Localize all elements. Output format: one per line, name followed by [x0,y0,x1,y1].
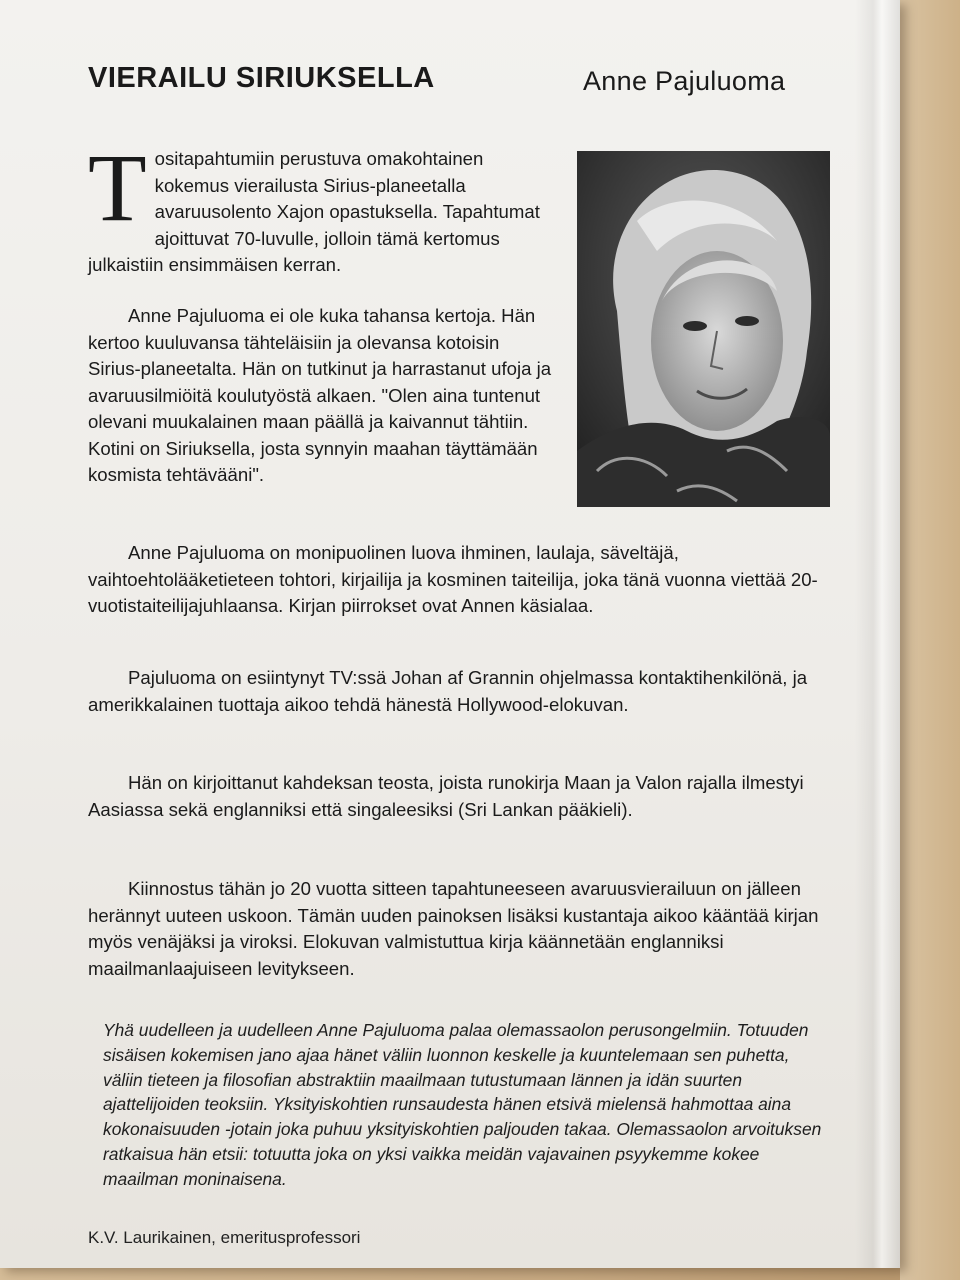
paragraph-2 [88,540,823,620]
intro-text: ositapahtumiin perustuva omakohtainen kokemus vierailusta Sirius-planeetalla avaruusolento Xajon opastuksella. Tapahtumat ajoittuvat 70-luvulle, jolloin tämä kertomus julkaistiin ensimmäisen kerran. [88,148,540,275]
drop-cap: T [88,134,147,241]
author-portrait [577,151,830,507]
cover-fold-shading [855,0,900,1268]
paragraph-3 [88,665,823,718]
book-page-edges [900,0,960,1280]
book-title: VIERAILU SIRIUKSELLA [88,62,435,94]
intro-paragraph [88,134,553,279]
book-author: Anne Pajuluoma [583,66,786,96]
paragraph-1 [88,303,553,489]
paragraph-5-text: Kiinnostus tähän jo 20 vuotta sitteen tapahtuneeseen avaruusvierailuun on jälleen herännyt uuteen uskoon. Tämän uuden painoksen lisäksi kustantaja aikoo kääntää kirjan myös venäjäksi ja viroksi. Elokuvan valmistuttua kirja käännetään englanniksi maailmanlaajuiseen levitykseen. [88,878,819,979]
paragraph-2-text: Anne Pajuluoma on monipuolinen luova ihminen, laulaja, säveltäjä, vaihtoehtolääketieteen tohtori, kirjailija ja kosminen taiteilija, joka tänä vuonna viettää 20-vuotistaiteilijajuhlaansa. Kirjan piirrokset ovat Annen käsialaa. [88,542,818,616]
review-credit: K.V. Laurikainen, emeritusprofessori [88,1228,361,1247]
paragraph-3-text: Pajuluoma on esiintynyt TV:ssä Johan af Grannin ohjelmassa kontaktihenkilönä, ja amerikkalainen tuottaja aikoo tehdä hänestä Hollywood-elokuvan. [88,667,808,715]
paragraph-4 [88,770,823,823]
paragraph-5 [88,876,823,982]
paragraph-1-text: Anne Pajuluoma ei ole kuka tahansa kertoja. Hän kertoo kuuluvansa tähteläisiin ja olevansa kotoisin Sirius-planeetalta. Hän on tutkinut ja harrastanut ufoja ja avaruusilmiöitä koulutyöstä alkaen. "Olen aina tuntenut olevani muukalainen maan päällä ja kaivannut tähtiin. Kotini on Siriuksella, josta synnyin maahan täyttämään kosmista tehtävääni". [88,305,552,485]
review-quote: Yhä uudelleen ja uudelleen Anne Pajuluoma palaa olemassaolon perusongelmiin. Totuuden sisäisen kokemisen jano ajaa hänet väliin luonnon keskelle ja kuuntelemaan sen puhetta, väliin tieteen ja filosofian abstraktiin maailmaan tutustumaan lännen ja idän suurten ajattelijoiden teoksiin. Yksityiskohtien runsaudesta hänen etsivä mielensä hahmottaa aina kokonaisuuden -jotain joka puhuu yksityiskohtien paljouden takaa. Olemassaolon arvoituksen ratkaisua hän etsii: totuutta joka on yksi vaikka meidän vajavainen psyykemme kokee maailman moninaisena. [103,1020,822,1189]
paragraph-4-text: Hän on kirjoittanut kahdeksan teosta, joista runokirja Maan ja Valon rajalla ilmestyi Aasiassa sekä englanniksi että singaleesiksi (Sri Lankan pääkieli). [88,772,804,820]
